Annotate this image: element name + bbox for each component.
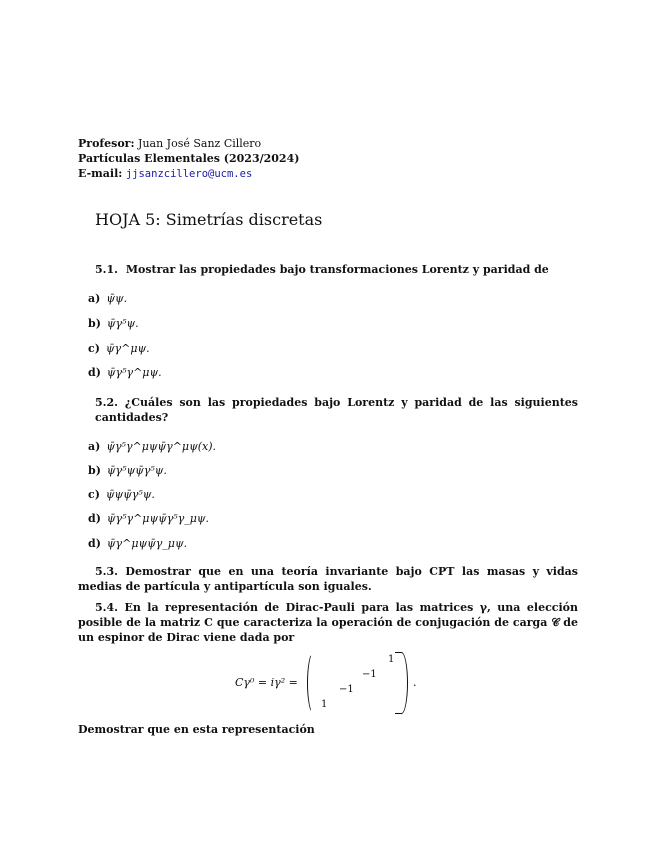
item-expression: ψ̄γ⁵γ^μψψ̄γ^μψ(x). — [106, 440, 216, 453]
email-label: E-mail: — [78, 167, 123, 180]
matrix-entry: −1 — [339, 684, 354, 695]
item-expression: ψ̄γ^μψψ̄γ_μψ. — [106, 537, 188, 550]
question-5-2 — [95, 395, 578, 425]
course-line — [78, 151, 299, 166]
item-label: d) — [88, 512, 101, 525]
equation-end: . — [413, 676, 417, 689]
list-item — [88, 292, 127, 305]
list-item — [88, 440, 216, 453]
matrix-entry: 1 — [388, 654, 395, 665]
list-item — [88, 464, 167, 477]
item-label: d) — [88, 366, 101, 379]
professor-name: Juan José Sanz Cillero — [138, 137, 262, 150]
item-label: b) — [88, 317, 101, 330]
professor-line — [78, 136, 299, 151]
item-expression: ψ̄γ⁵ψψ̄γ⁵ψ. — [106, 464, 167, 477]
equation-lhs: Cγ⁰ = iγ² = — [235, 676, 298, 689]
right-parenthesis — [395, 652, 408, 714]
list-item — [88, 366, 162, 379]
question-5-3 — [78, 564, 578, 594]
item-expression: ψ̄γ⁵γ^μψ. — [106, 366, 162, 379]
question-number: 5.3. — [95, 565, 118, 578]
question-text: ¿Cuáles son las propiedades bajo Lorentz y paridad de las siguientes cantidades? — [95, 396, 578, 424]
item-label: c) — [88, 342, 100, 355]
item-expression: ψ̄ψ. — [106, 292, 128, 305]
course-name: Partículas Elementales (2023/2024) — [78, 152, 300, 165]
email-link[interactable]: jjsanzcillero@ucm.es — [125, 168, 253, 180]
question-5-4 — [78, 600, 578, 645]
item-expression: ψ̄γ⁵γ^μψψ̄γ⁵γ_μψ. — [106, 512, 210, 525]
item-expression: ψ̄γ^μψ. — [105, 342, 150, 355]
question-number: 5.2. — [95, 396, 118, 409]
question-number: 5.4. — [95, 601, 118, 614]
item-label: c) — [88, 488, 100, 501]
followup-text: Demostrar que en esta representación — [78, 723, 315, 736]
item-label: b) — [88, 464, 101, 477]
item-label: a) — [88, 292, 101, 305]
question-text: Demostrar que en una teoría invariante bajo CPT las masas y vidas medias de partícula y antipartícula son iguales. — [78, 565, 578, 593]
item-label: d) — [88, 537, 101, 550]
item-label: a) — [88, 440, 101, 453]
matrix-equation — [235, 652, 425, 714]
item-expression: ψ̄γ⁵ψ. — [106, 317, 139, 330]
header — [78, 136, 299, 182]
question-text: En la representación de Dirac-Pauli para las matrices γ, una elección posible de la matriz C que caracteriza la operación de conjugación de carga 𝒞 de un espinor de Dirac viene dada por — [78, 601, 578, 644]
list-item — [88, 537, 187, 550]
item-expression: ψ̄ψψ̄γ⁵ψ. — [105, 488, 155, 501]
question-text: Mostrar las propiedades bajo transformaciones Lorentz y paridad de — [125, 263, 549, 276]
question-5-1 — [95, 263, 549, 276]
matrix-entry: 1 — [321, 699, 328, 710]
matrix-entry: −1 — [362, 669, 377, 680]
email-line — [78, 166, 299, 182]
list-item — [88, 512, 209, 525]
professor-label: Profesor: — [78, 137, 135, 150]
list-item — [88, 317, 139, 330]
list-item — [88, 488, 155, 501]
page-title: HOJA 5: Simetrías discretas — [95, 210, 323, 229]
question-number: 5.1. — [95, 263, 118, 276]
list-item — [88, 342, 150, 355]
left-parenthesis — [307, 652, 320, 714]
